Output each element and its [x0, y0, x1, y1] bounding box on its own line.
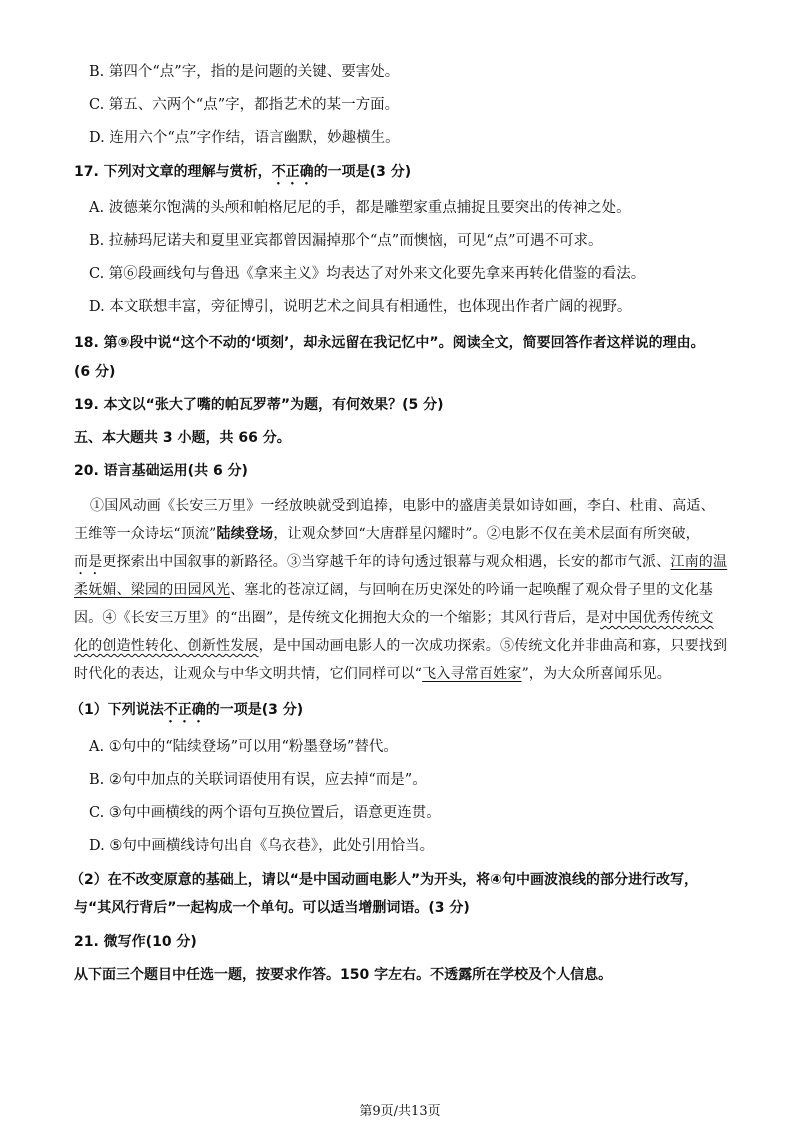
passage-text: 时代化的表达，让观众与中华文明共情，它们同样可以“ — [74, 666, 423, 682]
q20-1-option-b: B. ②句中加点的关联词语使用有误，应去掉“而是”。 — [89, 772, 427, 788]
q20-passage-line-5 — [74, 608, 714, 628]
underlined-phrase: 飞入寻常百姓家 — [422, 666, 522, 682]
q17-option-c: C. 第⑥段画线句与鲁迅《拿来主义》均表达了对外来文化要先拿来再转化借鉴的看法。 — [89, 266, 646, 282]
passage-text: ”，为大众所喜闻乐见。 — [521, 666, 671, 682]
q17-stem-part: 17. 下列对文章的理解与赏析， — [74, 164, 272, 180]
underlined-phrase: 江南的温 — [670, 554, 728, 570]
q20-2-line-1: （2）在不改变原意的基础上，请以“是中国动画电影人”为开头，将④句中画波浪线的部分进行改写， — [70, 872, 698, 888]
page-number: 第9页/共13页 — [359, 1104, 441, 1119]
passage-text: 王维等一众诗坛“顶流” — [74, 526, 217, 542]
q20-1-option-c: C. ③句中画横线的两个语句互换位置后，语意更连贯。 — [89, 805, 441, 821]
q17-option-a: A. 波德莱尔饱满的头颅和帕格尼尼的手，都是雕塑家重点捕捉且要突出的传神之处。 — [89, 200, 631, 216]
q16-option-b: B. 第四个“点”字，指的是问题的关键、要害处。 — [89, 64, 400, 80]
dotted-conjunction: 而 — [74, 554, 89, 570]
q16-option-d: D. 连用六个“点”字作结，语言幽默，妙趣横生。 — [89, 130, 400, 146]
passage-text: 因。④《长安三万里》的“出圈”，是传统文化拥抱大众的一个缩影；其风行背后，是 — [74, 610, 600, 626]
passage-text: 更探索出中国叙事的新路径。③当穿越千年的诗句透过银幕与观众相遇，长安的都市气派、 — [102, 554, 671, 570]
q20-passage-line-4 — [74, 580, 713, 600]
q20-passage-line-1 — [90, 496, 715, 516]
q21-title: 21. 微写作(10 分) — [74, 934, 197, 950]
q17-option-b: B. 拉赫玛尼诺夫和夏里亚宾都曾因漏掉那个“点”而懊恼，可见“点”可遇不可求。 — [89, 233, 603, 249]
q20-2-line-2: 与“其风行背后”一起构成一个单句。可以适当增删词语。(3 分) — [74, 900, 470, 916]
dotted-conjunction: 是 — [88, 554, 103, 570]
q20-1-stem — [70, 700, 303, 726]
q18-line-2: (6 分) — [74, 364, 116, 380]
q16-option-c: C. 第五、六两个“点”字，都指艺术的某一方面。 — [89, 97, 400, 113]
q20-passage-line-2 — [74, 524, 700, 544]
q17-emphasis: 不正确 — [271, 164, 314, 180]
q20-1-stem-part: （1）下列说法 — [70, 702, 164, 718]
q17-stem-part: 的一项是(3 分) — [313, 164, 412, 180]
q20-1-emphasis: 不正确 — [163, 702, 206, 718]
q20-1-option-d: D. ⑤句中画横线诗句出自《乌衣巷》，此处引用恰当。 — [89, 838, 435, 854]
passage-text: ①国风动画《长安三万里》一经放映就受到追捧，电影中的盛唐美景如诗如画，李白、杜甫、高适、 — [90, 498, 715, 514]
q20-title: 20. 语言基础运用(共 6 分) — [74, 463, 248, 479]
passage-text: ，让观众梦回“大唐群星闪耀时”。②电影不仅在美术层面有所突破， — [273, 526, 700, 542]
wavy-phrase: 对中国优秀传统文 — [599, 610, 714, 626]
q17-stem — [74, 162, 411, 188]
underlined-phrase: 柔妩媚、梁园的田园风光 — [74, 582, 231, 598]
q20-1-stem-part: 的一项是(3 分) — [205, 702, 304, 718]
q18-line-1: 18. 第⑨段中说“这个不动的‘顷刻’，却永远留在我记忆中”。阅读全文，简要回答作者这样说的理由。 — [74, 335, 705, 351]
q19-text: 19. 本文以“张大了嘴的帕瓦罗蒂”为题，有何效果？(5 分) — [74, 397, 444, 413]
wavy-phrase: 化的创造性转化、创新性发展 — [74, 638, 259, 654]
q20-passage-line-3 — [74, 552, 727, 578]
q17-option-d: D. 本文联想丰富，旁征博引，说明艺术之间具有相通性，也体现出作者广阔的视野。 — [89, 299, 632, 315]
passage-text: 、塞北的苍凉辽阔，与回响在历史深处的吟诵一起唤醒了观众骨子里的文化基 — [230, 582, 714, 598]
q20-passage-line-7 — [74, 664, 671, 684]
q20-1-option-a: A. ①句中的“陆续登场”可以用“粉墨登场”替代。 — [89, 739, 398, 755]
bold-phrase: 陆续登场 — [216, 526, 274, 542]
section-5-heading: 五、本大题共 3 小题，共 66 分。 — [74, 430, 291, 446]
q21-instructions: 从下面三个题目中任选一题，按要求作答。150 字左右。不透露所在学校及个人信息。 — [74, 967, 613, 983]
passage-text: ，是中国动画电影人的一次成功探索。⑤传统文化并非曲高和寡，只要找到 — [258, 638, 728, 654]
q20-passage-line-6 — [74, 636, 727, 656]
